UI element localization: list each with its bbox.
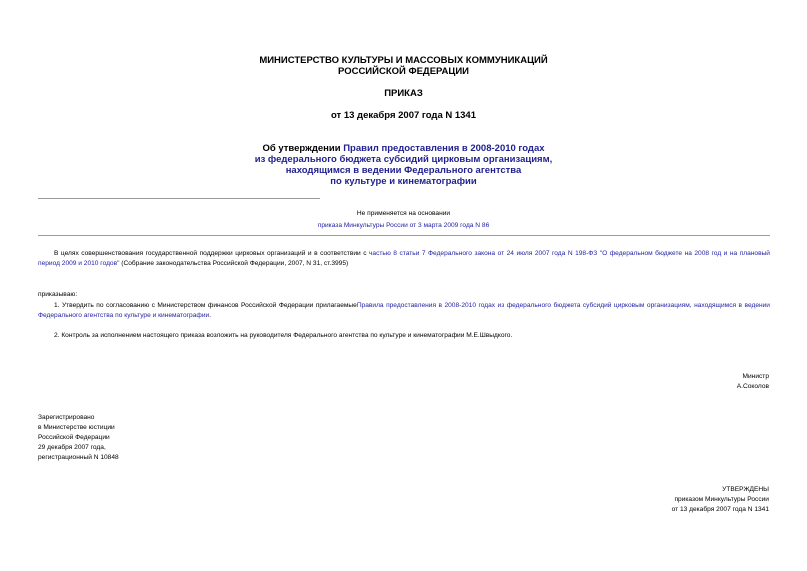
title-link-part3[interactable]: находящимся в ведении Федерального агентства [285,165,522,176]
item2-paragraph: 2. Контроль за исполнением настоящего приказа возложить на руководителя Федерального агентства по культуре и кинематографии М.Е.Швыдкого. [54,332,513,339]
preamble-text-after: (Собрание законодательства Российской Федерации, 2007, N 31, ст.3995) [119,260,349,267]
signature-name: А.Соколов [736,383,769,390]
short-divider [38,198,320,199]
document-title-line1 [0,143,807,154]
registration-line1: Зарегистрировано [38,414,95,421]
title-prefix: Об утверждении [262,143,344,154]
ministry-name-line2: РОССИЙСКОЙ ФЕДЕРАЦИИ [337,66,469,77]
preamble-paragraph [38,249,770,269]
notice-text: Не применяется на основании [356,210,451,217]
notice-link[interactable]: приказа Минкультуры России от 3 марта 2009 года N 86 [317,222,490,229]
full-divider [38,235,770,236]
document-date-number: от 13 декабря 2007 года N 1341 [330,110,476,121]
registration-line4: 29 декабря 2007 года, [38,444,106,451]
federal-law-link[interactable]: частью 8 статьи 7 Федерального закона от 24 июля 2007 года N 198-ФЗ "О федеральном бюджете на 2008 год и на плановый период 2009 и 2010 годов" [38,250,770,267]
registration-line3: Российской Федерации [38,434,110,441]
item1-text-before: 1. Утвердить по согласованию с Министерством финансов Российской Федерации прилагаемые [54,302,357,309]
preamble-text-before: В целях совершенствования государственной поддержки цирковых организаций и в соответствии с [54,250,369,257]
approval-line1: УТВЕРЖДЕНЫ [722,486,769,493]
order-word: приказываю: [38,291,78,298]
document-type: ПРИКАЗ [384,88,423,99]
title-link-part1[interactable]: Правил предоставления в 2008-2010 годах [343,143,545,154]
item1-text-after: . [209,312,212,319]
item1-paragraph [38,301,770,321]
registration-line2: в Министерстве юстиции [38,424,115,431]
signature-position: Министр [742,373,769,380]
registration-line5: регистрационный N 10848 [38,454,119,461]
rules-link[interactable]: Правила предоставления в 2008-2010 годах из федерального бюджета субсидий цирковым организациям, находящимся в ведении Федерального агентства по культуре и кинематографии [38,302,770,319]
title-link-part4[interactable]: по культуре и кинематографии [330,176,477,187]
approval-line2: приказом Минкультуры России [674,496,769,503]
title-link-part2[interactable]: из федерального бюджета субсидий цирковым организациям, [254,154,553,165]
approval-line3: от 13 декабря 2007 года N 1341 [671,506,769,513]
ministry-name-line1: МИНИСТЕРСТВО КУЛЬТУРЫ И МАССОВЫХ КОММУНИКАЦИЙ [259,55,548,66]
